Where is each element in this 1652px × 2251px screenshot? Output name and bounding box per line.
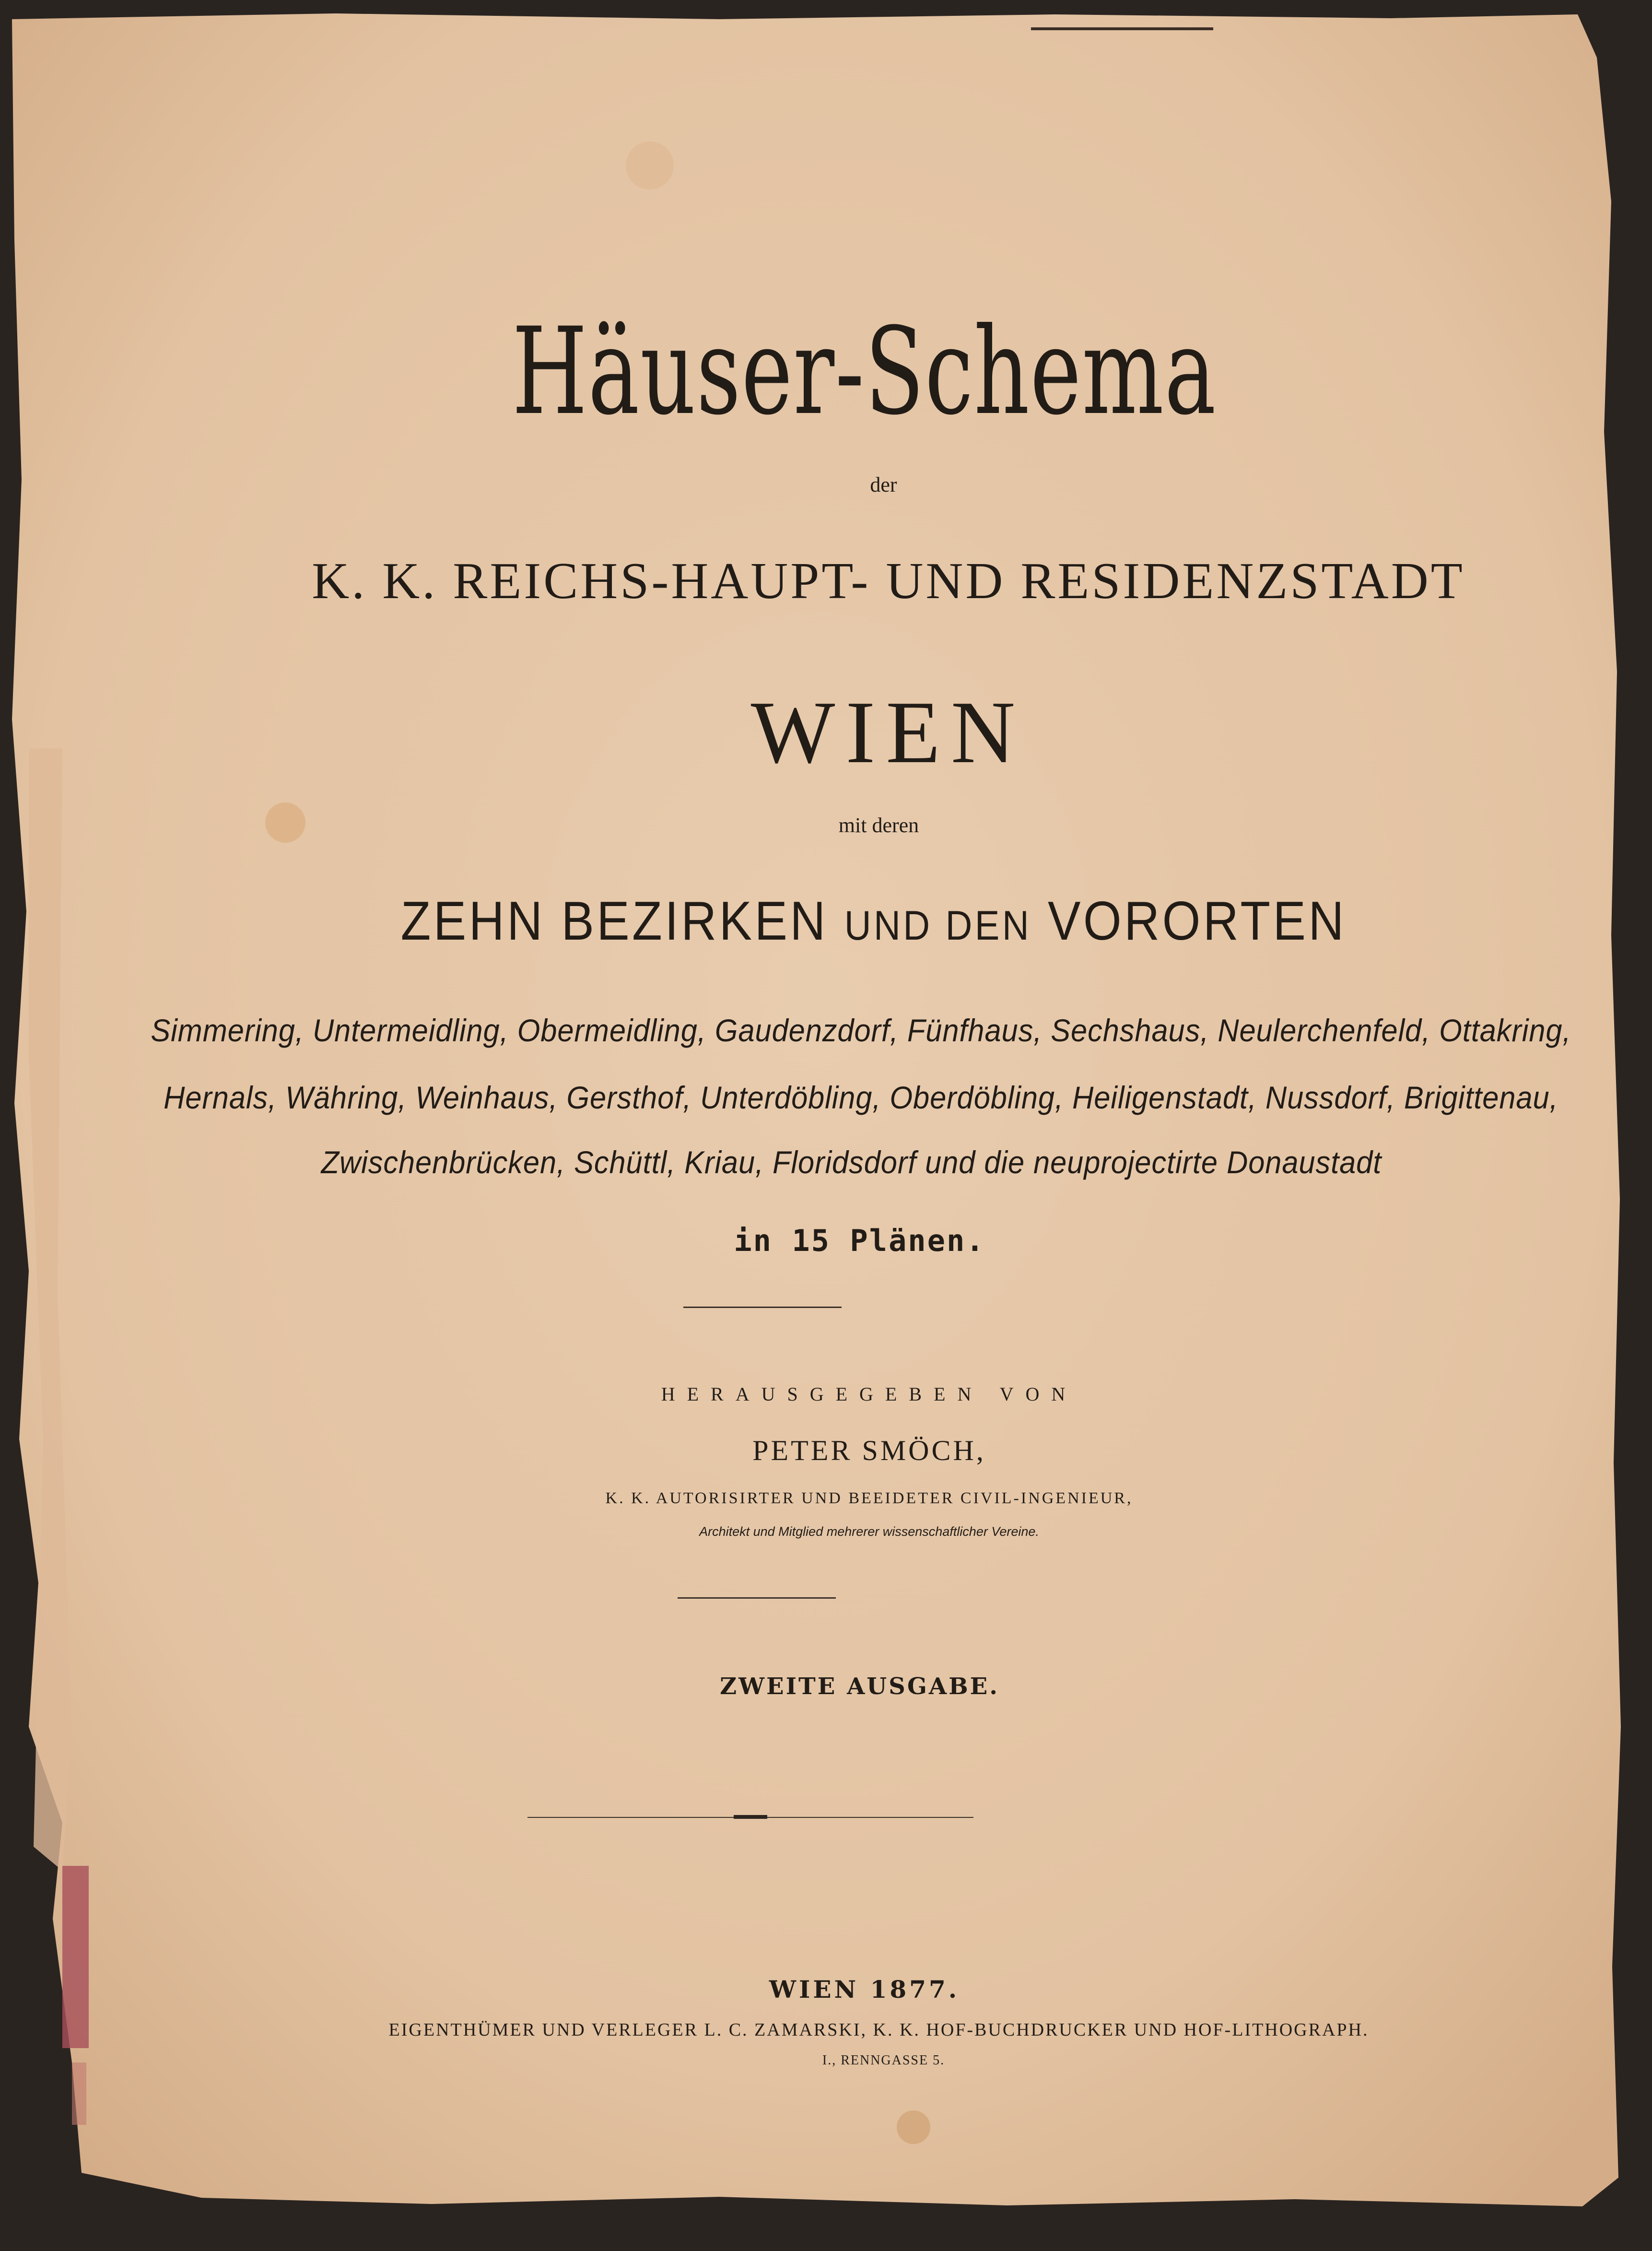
- edition-label: ZWEITE AUSGABE.: [720, 1673, 999, 1700]
- places-line-3: Zwischenbrücken, Schüttl, Kriau, Floridsdorf und die neuprojectirte Donaustadt: [321, 1144, 1382, 1180]
- places-line-1: Simmering, Untermeidling, Obermeidling, Gaudenzdorf, Fünfhaus, Sechshaus, Neulerchenfeld, Ottakring,: [151, 1013, 1571, 1048]
- foxing-stain-2: [897, 2110, 930, 2144]
- districts-part-2: UND DEN: [844, 903, 1032, 949]
- plans-count: in 15 Plänen.: [734, 1223, 985, 1258]
- city-name: WIEN: [750, 683, 1026, 782]
- published-by-label: HERAUSGEGEBEN VON: [661, 1383, 1078, 1405]
- imprint-address: I., RENNGASSE 5.: [822, 2053, 945, 2068]
- ornamental-rule-center: [734, 1815, 767, 1819]
- red-edge-mark-2: [72, 2062, 86, 2125]
- connector-mit-deren: mit deren: [838, 813, 919, 837]
- imprint-publisher: EIGENTHÜMER UND VERLEGER L. C. ZAMARSKI, K. K. HOF-BUCHDRUCKER UND HOF-LITHOGRAPH.: [388, 2020, 1369, 2040]
- author-note: Architekt und Mitglied mehrerer wissenschaftlicher Vereine.: [699, 1524, 1039, 1539]
- divider-rule-2: [678, 1597, 836, 1599]
- divider-rule-1: [683, 1307, 842, 1308]
- districts-part-1: ZEHN BEZIRKEN: [400, 891, 828, 952]
- foxing-stain-3: [626, 141, 674, 189]
- city-designation: K. K. REICHS-HAUPT- UND RESIDENZSTADT: [312, 553, 1465, 610]
- districts-part-3: VORORTEN: [1048, 891, 1347, 952]
- imprint-place-year: WIEN 1877.: [769, 1975, 960, 2004]
- author-name: PETER SMÖCH,: [752, 1435, 986, 1466]
- connector-der: der: [870, 473, 897, 496]
- page-title: Häuser-Schema: [512, 302, 1217, 441]
- districts-heading: [130, 890, 1617, 953]
- author-title: K. K. AUTORISIRTER UND BEEIDETER CIVIL-INGENIEUR,: [605, 1489, 1133, 1507]
- places-line-2: Hernals, Währing, Weinhaus, Gersthof, Unterdöbling, Oberdöbling, Heiligenstadt, Nussdorf, Brigittenau,: [164, 1080, 1558, 1115]
